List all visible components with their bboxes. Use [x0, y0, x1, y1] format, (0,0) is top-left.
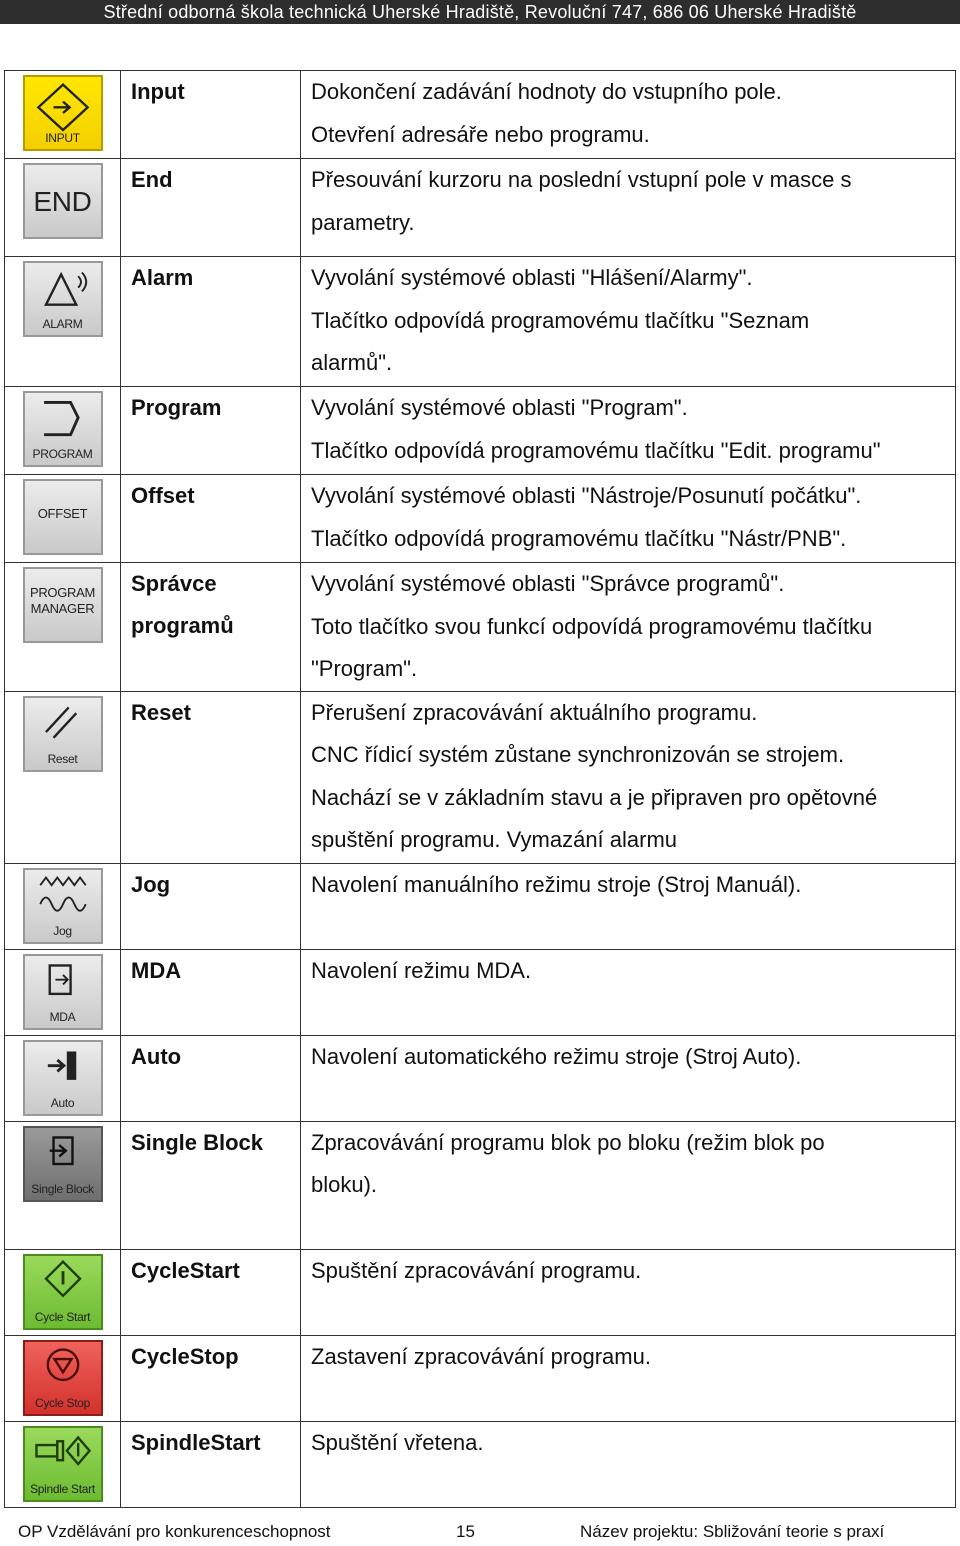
key-name: Input — [121, 71, 301, 159]
single-block-key-image — [23, 1126, 103, 1202]
control-keys-table — [4, 70, 956, 1508]
key-label: Cycle Stop — [34, 1395, 91, 1410]
table-row — [5, 257, 956, 387]
key-description — [301, 1035, 956, 1121]
key-label: Spindle Start — [30, 1481, 95, 1496]
description-line: Spuštění zpracovávání programu. — [311, 1257, 642, 1283]
key-label-line: MANAGER — [30, 601, 95, 616]
key-label: Jog — [53, 923, 72, 938]
footer-project-name: Název projektu: Sbližování teorie s praxí — [580, 1522, 885, 1541]
cycle-start-key-image — [23, 1254, 103, 1330]
description-line: Přerušení zpracovávání aktuálního programu. — [311, 699, 758, 725]
key-label: PROGRAM — [32, 447, 93, 461]
key-name: CycleStart — [121, 1249, 301, 1335]
key-label-line: PROGRAM — [29, 585, 96, 600]
table-row — [5, 1335, 956, 1421]
key-name-line: Správce — [131, 571, 217, 596]
cycle-stop-key-image — [23, 1340, 103, 1416]
table-row — [5, 1121, 956, 1249]
description-line: Zastavení zpracovávání programu. — [311, 1343, 651, 1369]
page-number: 15 — [456, 1522, 475, 1541]
key-description — [301, 863, 956, 949]
offset-key-image — [23, 479, 103, 555]
key-label: Reset — [47, 751, 78, 766]
table-row — [5, 1249, 956, 1335]
table-row — [5, 475, 956, 563]
description-line: parametry. — [311, 209, 415, 235]
key-name: SpindleStart — [121, 1421, 301, 1507]
table-row — [5, 159, 956, 257]
key-description — [301, 159, 956, 257]
key-label: OFFSET — [37, 506, 88, 521]
key-label: Cycle Start — [34, 1309, 91, 1324]
description-line: Tlačítko odpovídá programovému tlačítku "Nástr/PNB". — [311, 525, 847, 551]
key-description — [301, 1121, 956, 1249]
table-row — [5, 863, 956, 949]
description-line: Zpracovávání programu blok po bloku (režim blok po — [311, 1129, 825, 1155]
key-description — [301, 949, 956, 1035]
key-description — [301, 1249, 956, 1335]
key-name: Reset — [121, 691, 301, 863]
table-row — [5, 691, 956, 863]
mda-key-image — [23, 954, 103, 1030]
description-line: Toto tlačítko svou funkcí odpovídá programovému tlačítku — [311, 613, 873, 639]
key-description — [301, 475, 956, 563]
spindle-start-key-image — [23, 1426, 103, 1502]
key-label: Single Block — [31, 1181, 94, 1196]
description-line: Dokončení zadávání hodnoty do vstupního pole. — [311, 79, 782, 104]
key-label — [25, 585, 101, 617]
jog-key-image — [23, 868, 103, 944]
table-row — [5, 71, 956, 159]
description-line: Nachází se v základním stavu a je připraven pro opětovné — [311, 784, 878, 810]
key-name: Program — [121, 387, 301, 475]
key-name: Jog — [121, 863, 301, 949]
description-line: Tlačítko odpovídá programovému tlačítku "Edit. programu" — [311, 437, 881, 463]
auto-key-image — [23, 1040, 103, 1116]
key-name: Single Block — [121, 1121, 301, 1249]
key-label: END — [33, 186, 92, 217]
key-name: End — [121, 159, 301, 257]
description-line: Otevření adresáře nebo programu. — [311, 121, 650, 147]
key-description — [301, 257, 956, 387]
key-name: CycleStop — [121, 1335, 301, 1421]
reset-key-image — [23, 696, 103, 772]
key-label: Auto — [50, 1095, 75, 1110]
description-line: Spuštění vřetena. — [311, 1429, 484, 1455]
table-row — [5, 563, 956, 692]
description-line: bloku). — [311, 1172, 378, 1197]
key-description — [301, 71, 956, 159]
key-description — [301, 563, 956, 692]
key-description — [301, 1421, 956, 1507]
key-name — [121, 563, 301, 692]
footer-program-name: OP Vzdělávání pro konkurenceschopnost — [18, 1522, 331, 1541]
description-line: Vyvolání systémové oblasti "Program". — [311, 395, 688, 420]
page-footer — [0, 1518, 960, 1546]
description-line: Navolení automatického režimu stroje (Stroj Auto). — [311, 1043, 802, 1069]
end-key-image — [23, 163, 103, 239]
description-line: Navolení režimu MDA. — [311, 957, 532, 983]
description-line: Vyvolání systémové oblasti "Hlášení/Alarmy". — [311, 265, 753, 290]
table-row — [5, 387, 956, 475]
description-line: Přesouvání kurzoru na poslední vstupní pole v masce s — [311, 167, 852, 192]
description-line: CNC řídicí systém zůstane synchronizován se strojem. — [311, 742, 845, 767]
key-label: INPUT — [45, 131, 80, 145]
key-name-line: programů — [131, 613, 234, 638]
page-header: Střední odborná škola technická Uherské Hradiště, Revoluční 747, 686 06 Uherské Hradiště — [0, 0, 960, 24]
key-label: ALARM — [42, 317, 83, 331]
description-line: alarmů". — [311, 350, 393, 375]
key-description — [301, 1335, 956, 1421]
program-manager-key-image — [23, 567, 103, 643]
table-row — [5, 949, 956, 1035]
table-row — [5, 1421, 956, 1507]
description-line: Vyvolání systémové oblasti "Správce programů". — [311, 571, 785, 596]
key-name: MDA — [121, 949, 301, 1035]
program-key-image — [23, 391, 103, 467]
key-name: Alarm — [121, 257, 301, 387]
alarm-key-image — [23, 261, 103, 337]
key-description — [301, 691, 956, 863]
description-line: Tlačítko odpovídá programovému tlačítku "Seznam — [311, 307, 810, 333]
description-line: spuštění programu. Vymazání alarmu — [311, 827, 678, 852]
description-line: Navolení manuálního režimu stroje (Stroj Manuál). — [311, 871, 802, 897]
key-name: Auto — [121, 1035, 301, 1121]
key-name: Offset — [121, 475, 301, 563]
key-label: MDA — [49, 1009, 76, 1024]
table-row — [5, 1035, 956, 1121]
description-line: "Program". — [311, 656, 418, 681]
input-key-image — [23, 75, 103, 151]
description-line: Vyvolání systémové oblasti "Nástroje/Posunutí počátku". — [311, 483, 862, 508]
key-description — [301, 387, 956, 475]
